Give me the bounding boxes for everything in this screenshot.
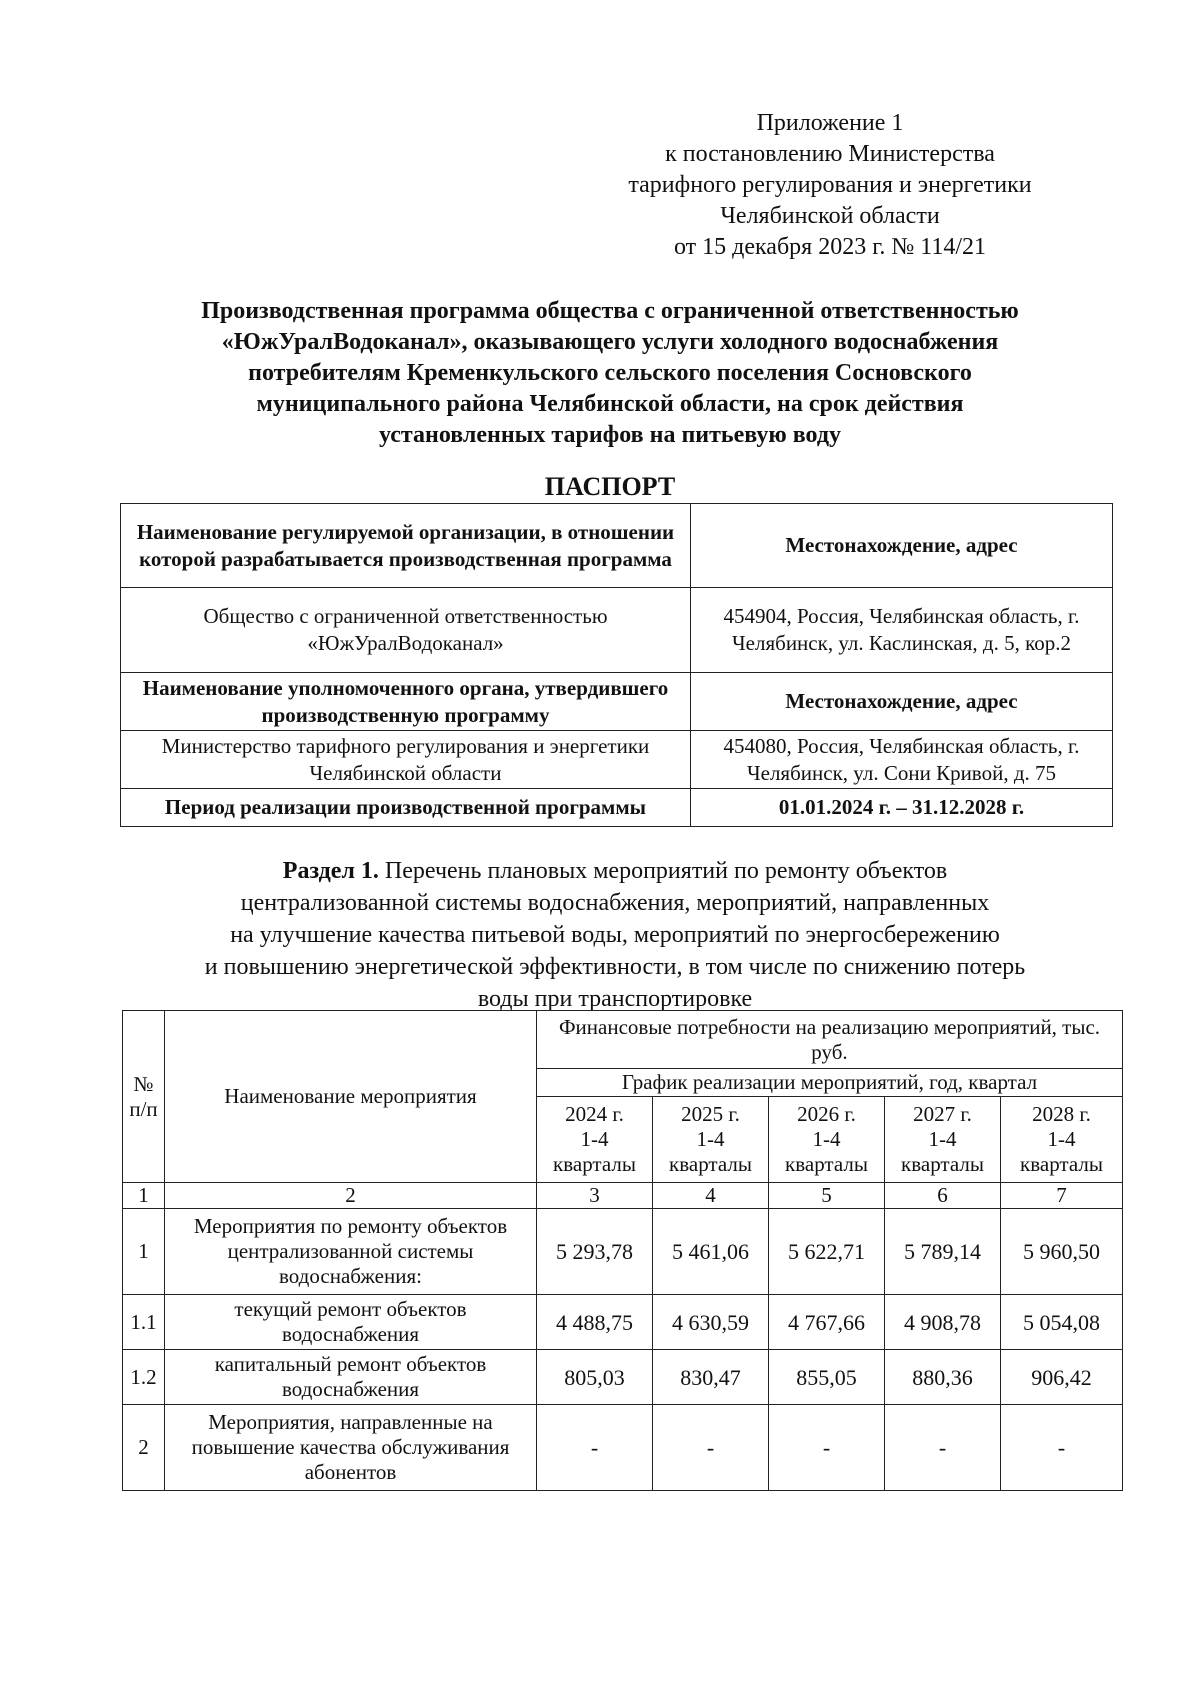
row-value: 880,36 bbox=[885, 1350, 1001, 1405]
row-value: 4 630,59 bbox=[653, 1295, 769, 1350]
section-line bbox=[110, 855, 1120, 887]
section-line: на улучшение качества питьевой воды, мероприятий по энергосбережению bbox=[230, 922, 1000, 948]
col-number: 6 bbox=[885, 1183, 1001, 1209]
row-value: 5 461,06 bbox=[653, 1209, 769, 1295]
row-name: Мероприятия по ремонту объектов централизованной системы водоснабжения: bbox=[165, 1209, 537, 1295]
appendix-line: к постановлению Министерства bbox=[665, 141, 995, 167]
row-value: 5 054,08 bbox=[1001, 1295, 1123, 1350]
row-name: Мероприятия, направленные на повышение качества обслуживания абонентов bbox=[165, 1405, 537, 1491]
year-label: 2028 г. bbox=[1032, 1102, 1091, 1126]
year-header-2028 bbox=[1001, 1097, 1123, 1183]
quarter-unit: кварталы bbox=[553, 1152, 636, 1176]
document-title bbox=[120, 296, 1100, 451]
row-value: 855,05 bbox=[769, 1350, 885, 1405]
col-number: 1 bbox=[123, 1183, 165, 1209]
year-header-2024 bbox=[537, 1097, 653, 1183]
col-number: 4 bbox=[653, 1183, 769, 1209]
table-row bbox=[123, 1209, 1123, 1295]
section-line: и повышению энергетической эффективности, в том числе по снижению потерь bbox=[204, 954, 1026, 980]
col-number: 7 bbox=[1001, 1183, 1123, 1209]
appendix-line: Приложение 1 bbox=[756, 110, 904, 136]
org-header-cell: Наименование регулируемой организации, в отношении которой разрабатывается производственная программа bbox=[121, 504, 691, 588]
authority-name-cell: Министерство тарифного регулирования и энергетики Челябинской области bbox=[121, 731, 691, 789]
column-numbers-row bbox=[123, 1183, 1123, 1209]
row-name: капитальный ремонт объектов водоснабжения bbox=[165, 1350, 537, 1405]
row-value: - bbox=[1001, 1405, 1123, 1491]
year-label: 2025 г. bbox=[681, 1102, 740, 1126]
table-row bbox=[123, 1405, 1123, 1491]
period-label-cell: Период реализации производственной программы bbox=[121, 789, 691, 827]
quarter-label: 1-4 bbox=[812, 1127, 841, 1151]
row-value: 5 789,14 bbox=[885, 1209, 1001, 1295]
quarter-label: 1-4 bbox=[580, 1127, 609, 1151]
year-header-2027 bbox=[885, 1097, 1001, 1183]
section-1-heading bbox=[110, 855, 1120, 1015]
appendix-line: тарифного регулирования и энергетики bbox=[628, 172, 1032, 198]
quarter-label: 1-4 bbox=[696, 1127, 725, 1151]
title-line: установленных тарифов на питьевую воду bbox=[379, 422, 841, 448]
authority-address-cell: 454080, Россия, Челябинская область, г. Челябинск, ул. Сони Кривой, д. 75 bbox=[691, 731, 1113, 789]
quarter-unit: кварталы bbox=[901, 1152, 984, 1176]
row-value: - bbox=[769, 1405, 885, 1491]
authority-address-header-cell: Местонахождение, адрес bbox=[691, 673, 1113, 731]
year-label: 2027 г. bbox=[913, 1102, 972, 1126]
year-label: 2024 г. bbox=[565, 1102, 624, 1126]
row-num: 1.2 bbox=[123, 1350, 165, 1405]
org-name-cell: Общество с ограниченной ответственностью «ЮжУралВодоканал» bbox=[121, 588, 691, 673]
title-line: муниципального района Челябинской области, на срок действия bbox=[256, 391, 964, 417]
passport-heading: ПАСПОРТ bbox=[544, 472, 676, 501]
measures-table bbox=[122, 1010, 1123, 1491]
quarter-unit: кварталы bbox=[669, 1152, 752, 1176]
quarter-label: 1-4 bbox=[1047, 1127, 1076, 1151]
row-value: 5 960,50 bbox=[1001, 1209, 1123, 1295]
row-value: - bbox=[653, 1405, 769, 1491]
col-num-header: № п/п bbox=[123, 1011, 165, 1183]
quarter-unit: кварталы bbox=[785, 1152, 868, 1176]
row-value: - bbox=[537, 1405, 653, 1491]
col-number: 3 bbox=[537, 1183, 653, 1209]
section-line: воды при транспортировке bbox=[477, 986, 753, 1012]
year-header-2026 bbox=[769, 1097, 885, 1183]
schedule-header: График реализации мероприятий, год, квартал bbox=[537, 1069, 1123, 1097]
col-number: 5 bbox=[769, 1183, 885, 1209]
row-num: 2 bbox=[123, 1405, 165, 1491]
appendix-line: от 15 декабря 2023 г. № 114/21 bbox=[673, 234, 987, 260]
row-name: текущий ремонт объектов водоснабжения bbox=[165, 1295, 537, 1350]
appendix-block bbox=[560, 108, 1100, 263]
row-value: 4 488,75 bbox=[537, 1295, 653, 1350]
address-header-cell: Местонахождение, адрес bbox=[691, 504, 1113, 588]
period-value-cell: 01.01.2024 г. – 31.12.2028 г. bbox=[691, 789, 1113, 827]
org-address-cell: 454904, Россия, Челябинская область, г. Челябинск, ул. Каслинская, д. 5, кор.2 bbox=[691, 588, 1113, 673]
year-label: 2026 г. bbox=[797, 1102, 856, 1126]
quarter-label: 1-4 bbox=[928, 1127, 957, 1151]
row-value: 5 622,71 bbox=[769, 1209, 885, 1295]
row-value: 805,03 bbox=[537, 1350, 653, 1405]
row-value: - bbox=[885, 1405, 1001, 1491]
row-value: 4 767,66 bbox=[769, 1295, 885, 1350]
row-num: 1 bbox=[123, 1209, 165, 1295]
appendix-line: Челябинской области bbox=[720, 203, 940, 229]
section-text: Перечень плановых мероприятий по ремонту объектов bbox=[384, 858, 948, 884]
title-line: Производственная программа общества с ограниченной ответственностью bbox=[201, 298, 1019, 324]
table-row bbox=[123, 1295, 1123, 1350]
col-name-header: Наименование мероприятия bbox=[165, 1011, 537, 1183]
section-line: централизованной системы водоснабжения, мероприятий, направленных bbox=[240, 890, 990, 916]
passport-table bbox=[120, 503, 1113, 827]
fin-header: Финансовые потребности на реализацию мероприятий, тыс. руб. bbox=[537, 1011, 1123, 1069]
year-header-2025 bbox=[653, 1097, 769, 1183]
col-number: 2 bbox=[165, 1183, 537, 1209]
title-line: потребителям Кременкульского сельского поселения Сосновского bbox=[248, 360, 972, 386]
row-num: 1.1 bbox=[123, 1295, 165, 1350]
row-value: 906,42 bbox=[1001, 1350, 1123, 1405]
row-value: 4 908,78 bbox=[885, 1295, 1001, 1350]
authority-header-cell: Наименование уполномоченного органа, утвердившего производственную программу bbox=[121, 673, 691, 731]
title-line: «ЮжУралВодоканал», оказывающего услуги холодного водоснабжения bbox=[221, 329, 999, 355]
quarter-unit: кварталы bbox=[1020, 1152, 1103, 1176]
row-value: 830,47 bbox=[653, 1350, 769, 1405]
row-value: 5 293,78 bbox=[537, 1209, 653, 1295]
table-row bbox=[123, 1350, 1123, 1405]
section-label: Раздел 1. bbox=[282, 858, 379, 884]
